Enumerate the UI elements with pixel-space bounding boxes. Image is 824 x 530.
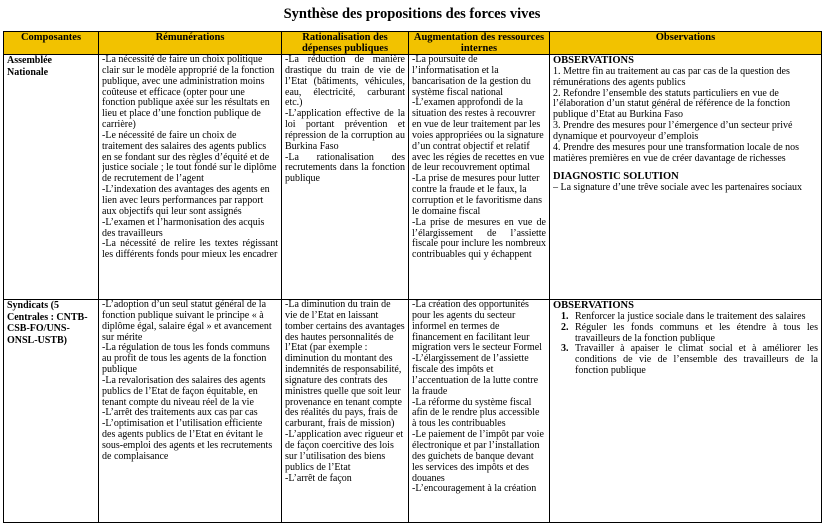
observation-text: Renforcer la justice sociale dans le traitement des salaires: [575, 310, 806, 322]
observations-cell: [550, 300, 822, 523]
remuneration-item: -La régulation de tous les fonds communs au profit de tous les agents de la fonction publique: [102, 342, 270, 376]
observation-item: 2. Réguler les fonds communs et les étendre à tous les travailleurs de la fonction publique: [561, 321, 818, 344]
remuneration-item: -L’indexation des avantages des agents en lien avec leurs performances par rapport aux objectifs qui leur sont assignés: [102, 184, 270, 217]
rationalisation-cell: [282, 55, 409, 300]
column-header-remunerations: Rémunérations: [99, 32, 282, 55]
observations-heading: OBSERVATIONS: [553, 300, 634, 311]
observation-item: 4. Prendre des mesures pour une transformation locale de nos matières premières en vue de créer davantage de richesses: [553, 141, 800, 164]
remuneration-item: -L’optimisation et l’utilisation efficiente des agents publics de l’Etat en évitant le sous-emploi des agents et les recrutements de complaisance: [102, 418, 273, 462]
table-row: [4, 55, 822, 300]
rationalisation-item: -La réduction de manière drastique du train de vie de l’Etat (bâtiments, véhicules, eau, électricité, carburant etc.): [285, 55, 405, 109]
observation-text: Réguler les fonds communs et les étendre à tous les travailleurs de la fonction publique: [575, 321, 818, 344]
remunerations-cell: [99, 55, 282, 300]
observations-cell: [550, 55, 822, 300]
rationalisation-item: -La rationalisation des recrutements dans la fonction publique: [285, 151, 405, 185]
observation-item: 1. Renforcer la justice sociale dans le traitement des salaires: [561, 310, 806, 322]
rationalisation-item: -L’arrêt de façon: [285, 472, 352, 484]
augmentation-item: -La prise de mesures pour lutter contre la fraude et le faux, la corruption et le favoritisme dans le domaine fiscal: [412, 173, 542, 217]
observations-heading: OBSERVATIONS: [553, 55, 634, 66]
augmentation-cell: [409, 300, 550, 523]
augmentation-item: -La création des opportunités pour les agents du secteur informel en termes de financement en facilitant leur migration vers le secteur Formel: [412, 300, 542, 354]
augmentation-item: -L’élargissement de l’assiette fiscale des impôts et l’accentuation de la lutte contre la fraude: [412, 353, 539, 397]
composante-cell: [4, 55, 99, 300]
table-header-row: [4, 32, 822, 55]
remunerations-cell: [99, 300, 282, 523]
composante-label: Assemblée Nationale: [7, 55, 52, 78]
rationalisation-item: -La diminution du train de vie de l’Etat en laissant tomber certains des avantages des hautes personnalités de l’Etat (par exemple : diminution du montant des indemnités de responsabilité, signature des contrats des ministres quelle que soit leur provenance en tenant compte des réalités du pays, frais de carburant, frais de mission): [285, 300, 405, 430]
augmentation-item: -L’examen approfondi de la situation des restes à recouvrer en vue de leur traitement par les voies appropriées ou la signature d’un contrat objectif et relatif avec les régies de recettes en vue de leur recouvrement optimal: [412, 97, 545, 174]
synthesis-table: [3, 31, 822, 523]
observation-item: 1. Mettre fin au traitement au cas par cas de la question des rémunérations des agents publics: [553, 65, 790, 88]
remuneration-item: -La nécessité de relire les textes régissant les différents fonds pour mieux les encadrer: [102, 238, 278, 261]
page-title: Synthèse des propositions des forces vives: [283, 6, 541, 22]
rationalisation-item: -L’application avec rigueur et de façon coercitive des lois sur l’utilisation des biens publics de l’Etat: [285, 429, 404, 473]
composante-label: Syndicats (5 Centrales : CNTB-CSB-FO/UNS-ONSL-USTB): [7, 300, 88, 346]
rationalisation-cell: [282, 300, 409, 523]
rationalisation-item: -L’application effective de la loi portant prévention et répression de la corruption au Burkina Faso: [285, 108, 405, 152]
table-row: [4, 300, 822, 523]
observation-item: 3. Travailler à apaiser le climat social et à améliorer les conditions de vie de l’ensemble des travailleurs de la fonction publique: [561, 343, 818, 377]
remuneration-item: -La nécessité de faire un choix politique clair sur le modèle approprié de la fonction publique, avec une administration moins coûteuse et efficace (opter pour une fonction publique axée sur les résultats en lieu et place d’une fonction publique de carrière): [102, 55, 275, 131]
augmentation-item: -Le paiement de l’impôt par voie électronique et par l’installation des guichets de banque devant les services des impôts et des douanes: [412, 429, 544, 484]
remuneration-item: -La revalorisation des salaires des agents publics de l’Etat de façon équitable, en tenant compte du niveau réel de la vie: [102, 374, 266, 408]
augmentation-item: -La réforme du système fiscal afin de le rendre plus accessible à tous les contribuables: [412, 396, 540, 430]
column-header-augmentation: Augmentation des ressources internes: [409, 32, 550, 55]
observation-item: 2. Refondre l’ensemble des statuts particuliers en vue de l’élaboration d’un statut général de référence de la fonction publique d’Etat au Burkina Faso: [553, 87, 791, 121]
diagnostic-item: – La signature d’une trêve sociale avec les partenaires sociaux: [553, 182, 803, 194]
composante-cell: [4, 300, 99, 523]
column-header-composantes: Composantes: [4, 32, 99, 55]
column-header-observations: Observations: [550, 32, 822, 55]
augmentation-item: -La poursuite de l’informatisation et la bancarisation de la gestion du système fiscal national: [412, 55, 531, 98]
observation-item: 3. Prendre des mesures pour l’émergence d’un secteur privé dynamique et pourvoyeur d’emplois: [553, 120, 793, 142]
remuneration-item: -L’examen et l’harmonisation des acquis des travailleurs: [102, 216, 265, 239]
augmentation-cell: [409, 55, 550, 300]
augmentation-item: -La prise de mesures en vue de l’élargissement de l’assiette fiscale pour inclure les nombreux contribuables qui y échappent: [412, 216, 546, 261]
diagnostic-heading: DIAGNOSTIC SOLUTION: [553, 171, 679, 183]
remuneration-item: -L’arrêt des traitements aux cas par cas: [102, 407, 258, 419]
observation-text: Travailler à apaiser le climat social et à améliorer les conditions de vie de l’ensemble des travailleurs de la fonction publique: [575, 343, 818, 377]
augmentation-item: -L’encouragement à la création: [412, 483, 537, 495]
column-header-rationalisation: Rationalisation des dépenses publiques: [282, 32, 409, 55]
remuneration-item: -L’adoption d’un seul statut général de la fonction publique suivant le principe « à diplôme égal, salaire égal » et avancement sur mérite: [102, 300, 272, 343]
remuneration-item: -Le nécessité de faire un choix de traitement des salaires des agents publics en se fondant sur des règles d’équité et de justice sociale ; le tout fondé sur le diplôme de recrutement de l’agent: [102, 129, 277, 185]
